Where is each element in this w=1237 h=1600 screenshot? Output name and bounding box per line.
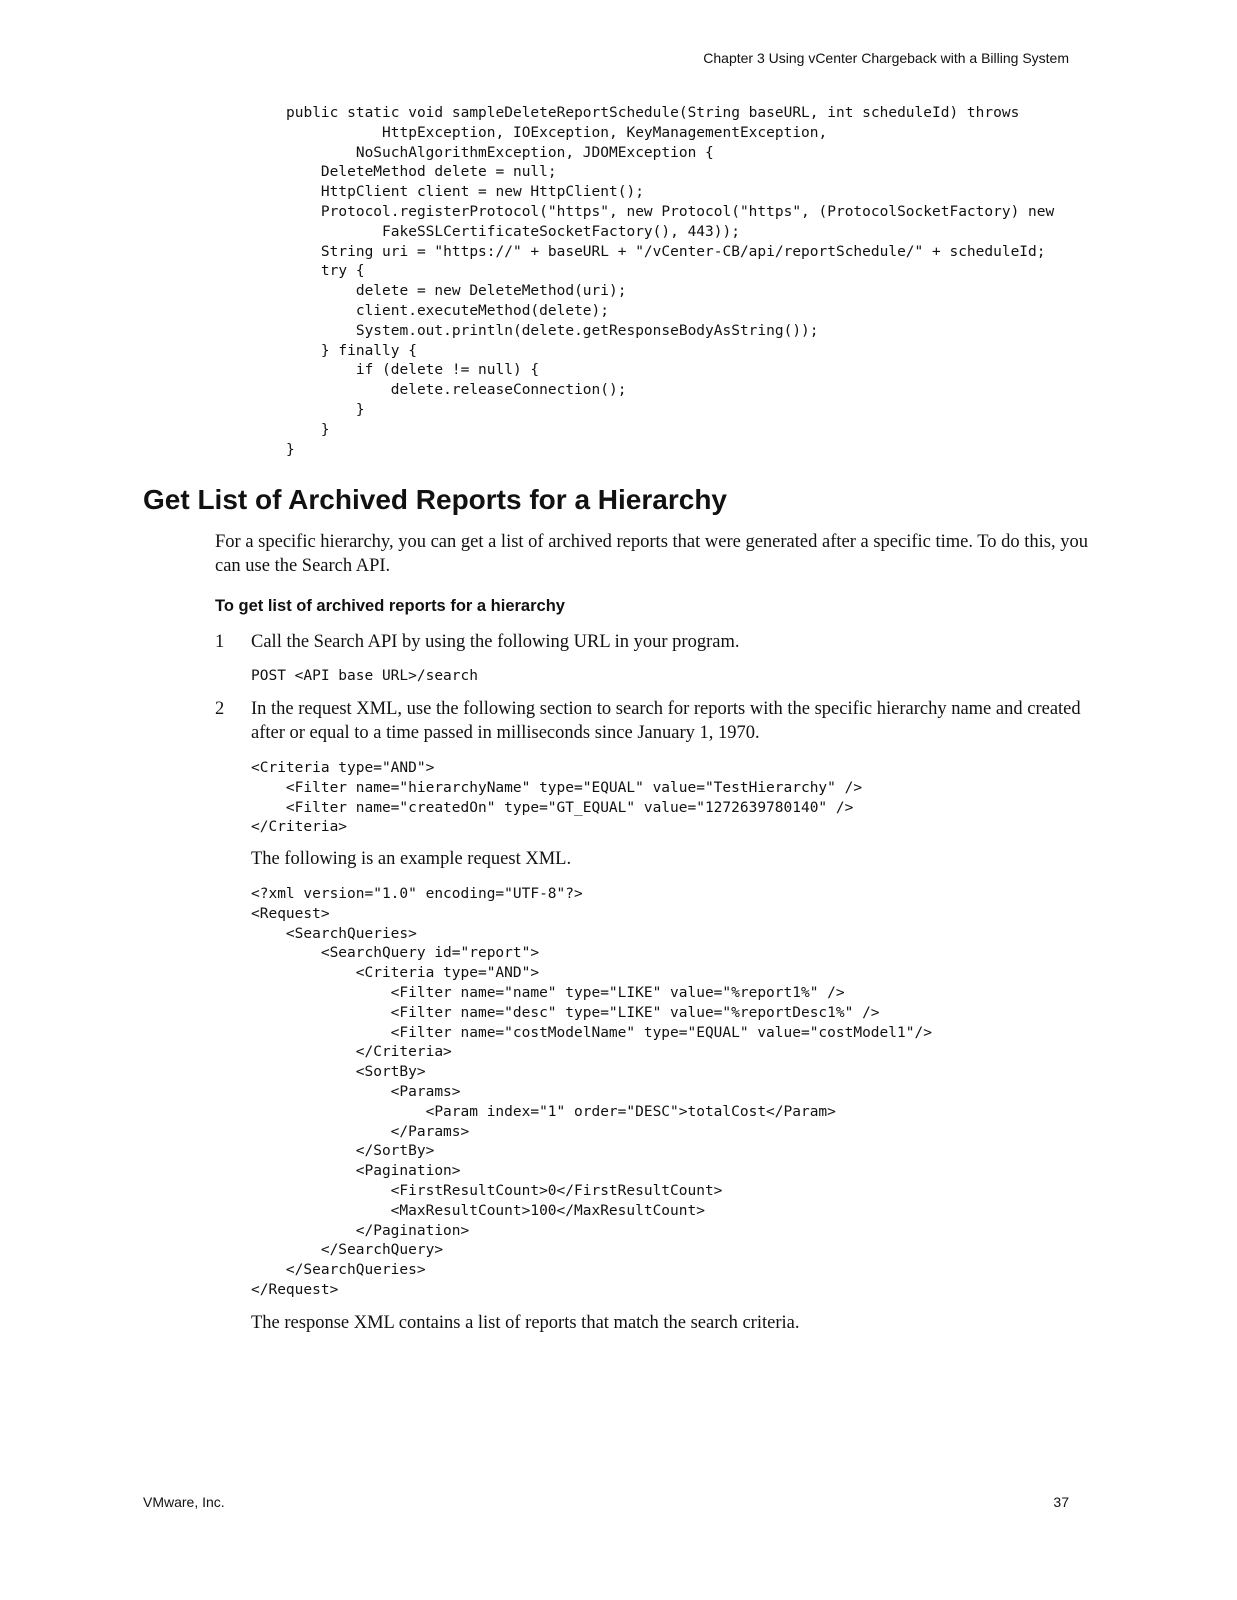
response-description: The response XML contains a list of reports that match the search criteria. <box>251 1313 800 1333</box>
step-number: 1 <box>215 632 225 652</box>
code-block-request-xml: <?xml version="1.0" encoding="UTF-8"?> <Request> <SearchQueries> <SearchQuery id="report"> <Criteria type="AND"> <Filter name="name" type="LIKE" value="%report1%" /> <Filter name="desc" type="LIKE" value="%reportDesc1%" /> <Filter name="costModelName" type="EQUAL" value="costModel1"/> </Criteria> <SortBy> <Params> <Param index="1" order="DESC">totalCost</Param> </Params> </SortBy> <Pagination> <FirstResultCount>0</FirstResultCount> <MaxResultCount>100</MaxResultCount> </Pagination> </SearchQuery> </SearchQueries> </Request> <box>251 886 932 1298</box>
section-intro: For a specific hierarchy, you can get a list of archived reports that were generated after a specific time. To do this, you can use the Search API. <box>215 532 1089 576</box>
code-block-delete-schedule: public static void sampleDeleteReportSchedule(String baseURL, int scheduleId) throws HttpException, IOException, KeyManagementException, NoSuchAlgorithmException, JDOMException { DeleteMethod delete = null; HttpClient client = new HttpClient(); Protocol.registerProtocol("https", new Protocol("https", (ProtocolSocketFactory) new FakeSSLCertificateSocketFactory(), 443)); String uri = "https://" + baseURL + "/vCenter-CB/api/reportSchedule/" + scheduleId; try { delete = new DeleteMethod(uri); client.executeMethod(delete); System.out.println(delete.getResponseBodyAsString()); } finally { if (delete != null) { delete.releaseConnection(); } } } <box>286 105 1055 458</box>
running-header: Chapter 3 Using vCenter Chargeback with a Billing System <box>703 50 1069 66</box>
procedure-heading: To get list of archived reports for a hierarchy <box>215 597 565 615</box>
step-text: Call the Search API by using the following URL in your program. <box>251 632 740 652</box>
step-text: In the request XML, use the following section to search for reports with the specific hierarchy name and created after or equal to a time passed in milliseconds since January 1, 1970. <box>251 699 1081 743</box>
step-number: 2 <box>215 699 225 719</box>
footer-company: VMware, Inc. <box>143 1494 225 1510</box>
footer-page-number: 37 <box>1053 1494 1069 1510</box>
example-intro-text: The following is an example request XML. <box>251 849 572 869</box>
code-block-criteria: <Criteria type="AND"> <Filter name="hierarchyName" type="EQUAL" value="TestHierarchy" /> <Filter name="createdOn" type="GT_EQUAL" value="1272639780140" /> </Criteria> <box>251 760 863 836</box>
section-title: Get List of Archived Reports for a Hierarchy <box>143 484 727 515</box>
code-block-search-url: POST <API base URL>/search <box>251 668 478 684</box>
